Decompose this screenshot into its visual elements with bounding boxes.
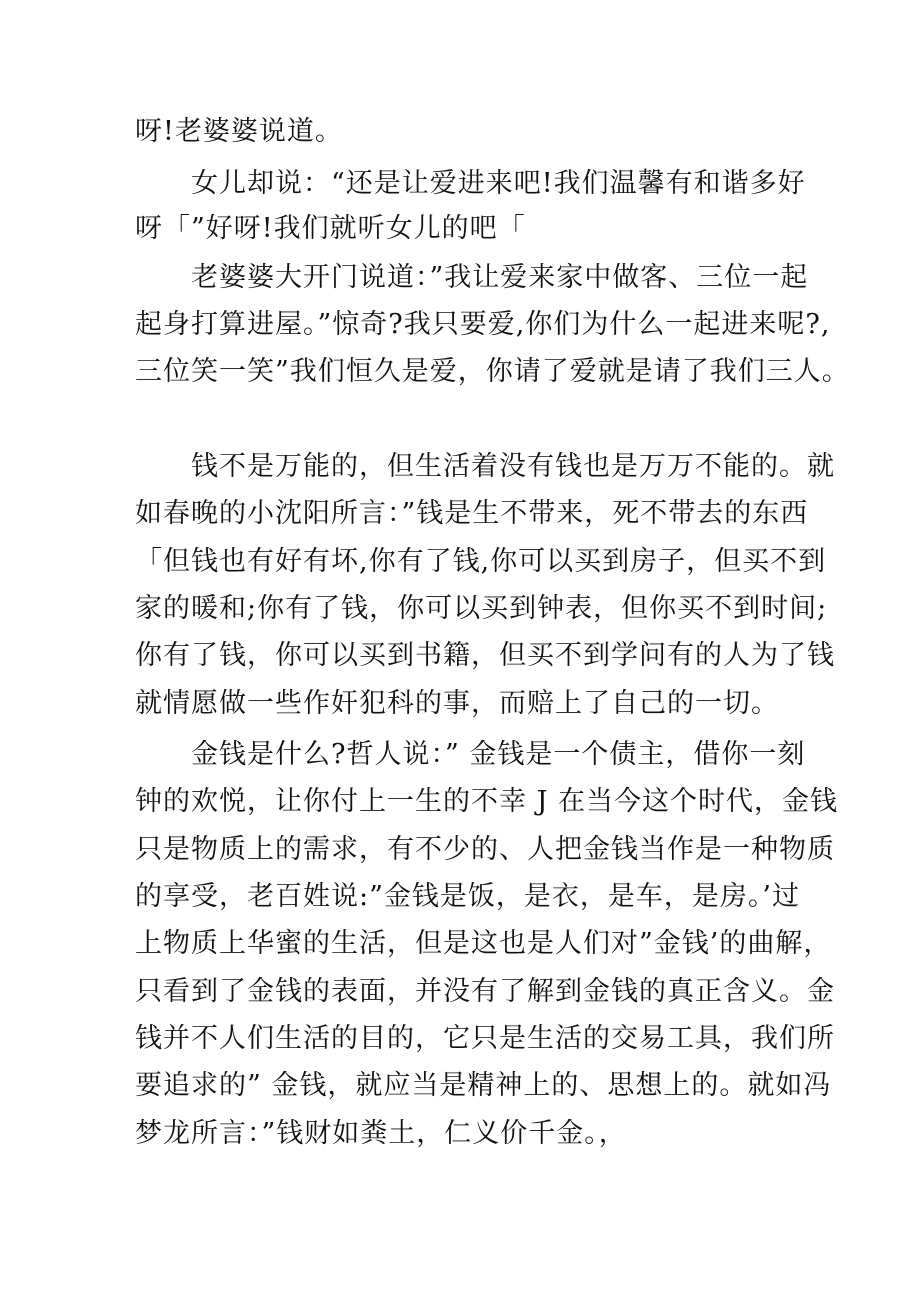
text-line-15: 只是物质上的需求，有不少的、人把金钱当作是一种物质 [135, 834, 835, 865]
text-line-4: 老婆婆大开门说道：”我让爱来家中做客、三位一起 [191, 262, 809, 293]
text-line-8: 如春晚的小沈阳所言：”钱是生不带来，死不带去的东西 [135, 498, 809, 529]
text-line-6: 三位笑一笑”我们恒久是爱，你请了爱就是请了我们三人。 [135, 356, 850, 387]
text-line-2: 女儿却说：“还是让爱进来吧!我们温馨有和谐多好 [191, 168, 806, 199]
text-line-12: 就情愿做一些作奸犯科的事，而赔上了自己的一切。 [135, 688, 779, 719]
text-line-17: 上物质上华蜜的生活，但是这也是人们对”金钱’的曲解， [135, 928, 832, 959]
text-line-19: 钱并不人们生活的目的，它只是生活的交易工具，我们所 [135, 1023, 835, 1054]
text-line-13: 金钱是什么?哲人说：” 金钱是一个债主，借你一刻 [191, 739, 806, 770]
text-line-5: 起身打算进屋。”惊奇?我只要爱,你们为什么一起进来呢?, [135, 309, 831, 340]
text-line-10: 家的暖和;你有了钱，你可以买到钟表，但你买不到时间; [135, 593, 828, 624]
text-line-16: 的享受，老百姓说:”金钱是饭，是衣，是车，是房。’过 [135, 881, 800, 912]
text-line-1: 呀!老婆婆说道。 [135, 116, 343, 147]
text-line-14: 钟的欢悦，让你付上一生的不幸 J 在当今这个时代，金钱 [135, 786, 838, 817]
text-line-21: 梦龙所言：”钱财如粪土，仁义价千金。， [135, 1118, 627, 1149]
text-line-9: 「但钱也有好有坏,你有了钱,你可以买到房子，但买不到 [135, 546, 827, 577]
text-line-3: 呀「”好呀!我们就听女儿的吧「 [135, 213, 526, 244]
text-line-7: 钱不是万能的，但生活着没有钱也是万万不能的。就 [191, 451, 835, 482]
text-line-20: 要追求的” 金钱，就应当是精神上的、思想上的。就如冯 [135, 1070, 832, 1101]
text-line-11: 你有了钱，你可以买到书籍，但买不到学问有的人为了钱 [135, 640, 835, 671]
text-line-18: 只看到了金钱的表面，并没有了解到金钱的真正含义。金 [135, 976, 835, 1007]
